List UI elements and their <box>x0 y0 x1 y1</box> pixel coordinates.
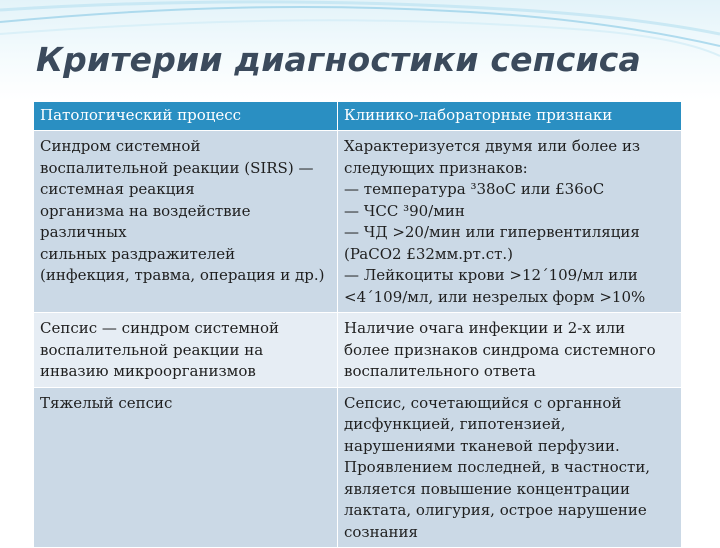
column-header-signs: Клинико-лабораторные признаки <box>338 102 682 131</box>
cell-line: Синдром системной <box>40 137 201 155</box>
cell-line: воспалительного ответа <box>344 362 536 380</box>
table-row-sepsis <box>34 313 682 388</box>
process-cell <box>34 131 338 313</box>
cell-line: следующих признаков: <box>344 158 528 177</box>
cell-line: сознания <box>344 522 419 541</box>
cell-line: дисфункцией, гипотензией, <box>344 415 566 433</box>
cell-line: лактата, олигурия, острое нарушение <box>344 501 647 519</box>
signs-cell <box>338 131 682 313</box>
cell-line: — ЧСС ³90/мин <box>344 201 465 220</box>
cell-line: — ЧД >20/мин или гипервентиляция <box>344 223 640 241</box>
cell-line: Сепсис — синдром системной <box>40 319 280 337</box>
signs-cell <box>338 313 682 388</box>
cell-line: инвазию микроорганизмов <box>40 362 256 380</box>
cell-line: более признаков синдрома системного <box>344 340 656 359</box>
cell-line: — температура ³38оС или £36оС <box>344 180 605 198</box>
cell-line: Характеризуется двумя или более из <box>344 137 641 155</box>
process-cell <box>34 387 338 548</box>
criteria-table <box>33 101 682 548</box>
cell-line: воспалительной реакции (SIRS) — <box>40 158 314 177</box>
cell-line: сильных раздражителей <box>40 244 236 263</box>
cell-line: Сепсис, сочетающийся с органной <box>344 393 622 412</box>
cell-line: является повышение концентрации <box>344 479 630 498</box>
cell-line: различных <box>40 223 127 241</box>
cell-line: Проявлением последней, в частности, <box>344 458 651 476</box>
column-header-process: Патологический процесс <box>34 102 338 131</box>
cell-line: (PaCO2 £32мм.рт.ст.) <box>344 244 514 263</box>
cell-line: Тяжелый сепсис <box>40 393 173 412</box>
table-row-sirs <box>34 131 682 313</box>
cell-line: воспалительной реакции на <box>40 340 264 359</box>
cell-line: (инфекция, травма, операция и др.) <box>40 266 325 284</box>
cell-line: нарушениями тканевой перфузии. <box>344 436 620 455</box>
signs-cell <box>338 387 682 548</box>
cell-line: организма на воздействие <box>40 201 251 220</box>
process-cell <box>34 313 338 388</box>
cell-line: Наличие очага инфекции и 2-х или <box>344 319 626 337</box>
cell-line: <4´109/мл, или незрелых форм >10% <box>344 287 646 306</box>
table-header-row <box>34 102 682 131</box>
page-title: Критерии диагностики сепсиса <box>36 40 642 79</box>
table-row-severe-sepsis <box>34 387 682 548</box>
cell-line: системная реакция <box>40 180 195 198</box>
cell-line: — Лейкоциты крови >12´109/мл или <box>344 266 638 284</box>
